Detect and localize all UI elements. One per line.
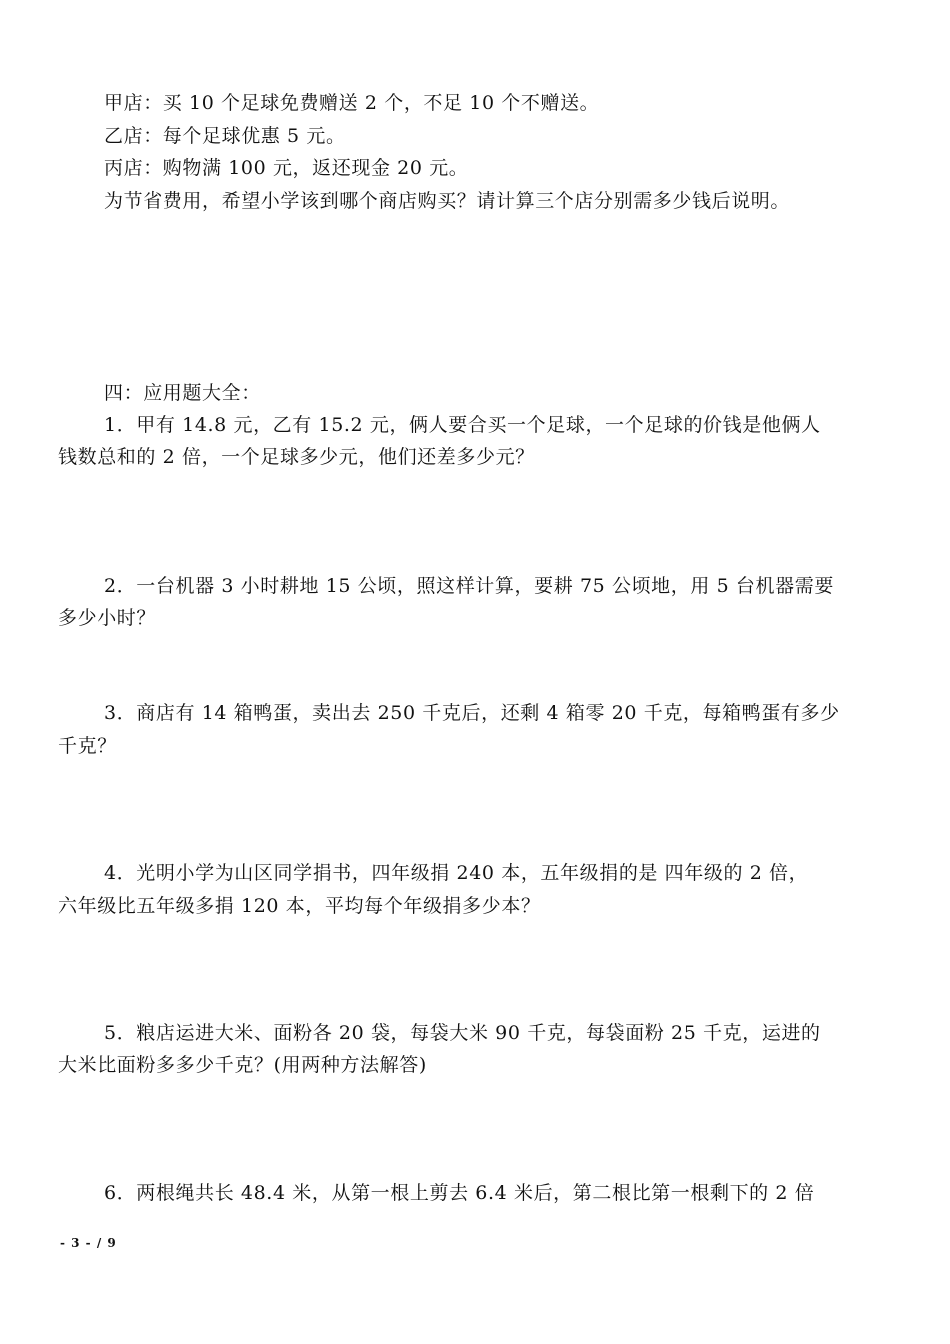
shop-b-offer: 乙店：每个足球优惠 5 元。 <box>104 125 346 147</box>
problem-1-line-1: 1．甲有 14.8 元，乙有 15.2 元，俩人要合买一个足球，一个足球的价钱是他俩人 <box>104 414 821 436</box>
shop-c-offer: 丙店：购物满 100 元，返还现金 20 元。 <box>104 157 469 179</box>
problem-3-line-2: 千克？ <box>58 735 117 757</box>
problem-4-line-2: 六年级比五年级多捐 120 本，平均每个年级捐多少本？ <box>58 895 541 917</box>
shop-question: 为节省费用，希望小学该到哪个商店购买？请计算三个店分别需多少钱后说明。 <box>104 190 791 212</box>
problem-5-line-2: 大米比面粉多多少千克？(用两种方法解答) <box>58 1054 427 1076</box>
page-number: - 3 - / 9 <box>60 1236 117 1250</box>
problem-1-line-2: 钱数总和的 2 倍，一个足球多少元，他们还差多少元？ <box>58 446 535 468</box>
problem-2-line-1: 2．一台机器 3 小时耕地 15 公顷，照这样计算，要耕 75 公顷地，用 5 台机器需要 <box>104 575 834 597</box>
problem-3-line-1: 3．商店有 14 箱鸭蛋，卖出去 250 千克后，还剩 4 箱零 20 千克，每箱鸭蛋有多少 <box>104 702 840 724</box>
section-heading: 四：应用题大全： <box>104 382 261 404</box>
shop-a-offer: 甲店：买 10 个足球免费赠送 2 个，不足 10 个不赠送。 <box>104 92 600 114</box>
problem-5-line-1: 5．粮店运进大米、面粉各 20 袋，每袋大米 90 千克，每袋面粉 25 千克，运进的 <box>104 1022 821 1044</box>
problem-6-line-1: 6．两根绳共长 48.4 米，从第一根上剪去 6.4 米后，第二根比第一根剩下的 2 倍 <box>104 1182 815 1204</box>
problem-2-line-2: 多少小时？ <box>58 607 157 629</box>
problem-4-line-1: 4．光明小学为山区同学捐书，四年级捐 240 本，五年级捐的是 四年级的 2 倍， <box>104 862 809 884</box>
